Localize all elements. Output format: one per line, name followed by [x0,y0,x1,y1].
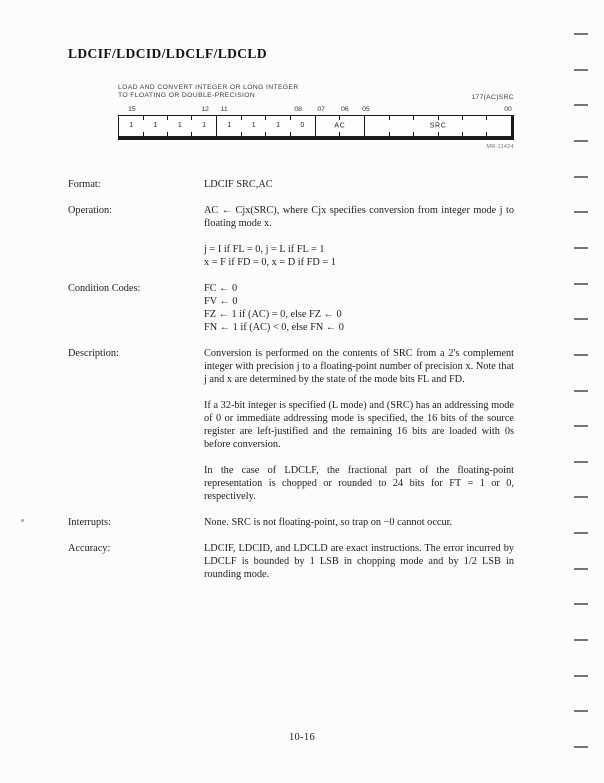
instruction-word-register [118,115,514,140]
section-label: Accuracy: [68,543,111,554]
text-line: LDCIF SRC,AC [204,179,273,190]
diagram-caption [118,84,514,101]
field-opcode-bits-1 [119,116,216,136]
bit-cell: 1 [192,116,216,136]
page-title: LDCIF/LDCID/LDCLF/LDCLD [68,46,267,61]
edge-mark [574,603,588,605]
text-line: j = I if FL = 0, j = L if FL = 1 [204,244,325,255]
text-line: FC ← 0 [204,283,238,294]
edge-mark [574,211,588,213]
text-block [204,243,514,269]
section-body [204,542,514,581]
section-body [204,178,514,191]
bit-cell: 1 [266,116,290,136]
page-number: 10-16 [289,732,315,743]
diagram-caption-line2: TO FLOATING OR DOUBLE-PRECISION [118,92,256,100]
bit-cell: 1 [242,116,266,136]
section-accuracy [68,542,514,581]
edge-mark [574,496,588,498]
diagram-caption-line1: LOAD AND CONVERT INTEGER OR LONG INTEGER [118,84,299,91]
instruction-detail-sections [68,178,514,594]
edge-mark [574,390,588,392]
text-line: FZ ← 1 if (AC) = 0, else FZ ← 0 [204,309,342,320]
field-opcode-bits-2 [216,116,314,136]
bit-number-label: 12 [201,105,209,113]
section-body [204,282,514,334]
text-block: None. SRC is not floating-point, so trap on −0 cannot occur. [204,517,453,528]
bit-cell: 0 [290,116,314,136]
text-block: If a 32-bit integer is specified (L mode) and (SRC) has an addressing mode of 0 or immediate addressing mode is specified, the 16 bits of the source register are left-justified and the remaining 16 bits are loaded with 0s before conversion. [204,400,514,450]
section-label: Operation: [68,205,113,216]
scan-speck [21,519,24,522]
edge-mark [574,354,588,356]
edge-mark [574,746,588,748]
bit-number-label: 08 [294,105,302,113]
edge-mark [574,425,588,427]
field-src [364,116,511,136]
text-line: FV ← 0 [204,296,238,307]
text-line: x = F if FD = 0, x = D if FD = 1 [204,257,336,268]
section-label: Interrupts: [68,517,111,528]
edge-mark [574,247,588,249]
bit-number-label: 15 [128,105,136,113]
field-label: SRC [429,122,447,130]
bit-cell: 1 [129,122,134,130]
text-line: FN ← 1 if (AC) < 0, else FN ← 0 [204,322,344,333]
bit-cell: 1 [227,122,232,130]
section-label: Description: [68,348,119,359]
section-label: Condition Codes: [68,283,141,294]
bit-number-label: 00 [504,105,512,113]
section-interrupts [68,516,514,529]
opcode-notation: 177(AC)SRC [471,93,514,101]
section-label: Format: [68,179,101,190]
edge-mark [574,532,588,534]
bit-cell: 1 [168,116,192,136]
section-format [68,178,514,191]
bit-number-label: 07 [317,105,325,113]
field-label: AC [334,122,346,130]
edge-mark [574,140,588,142]
edge-mark [574,675,588,677]
edge-mark [574,283,588,285]
section-body [204,347,514,503]
edge-mark [574,568,588,570]
text-block: Conversion is performed on the contents of SRC from a 2's complement integer with precision j to a floating-point number of precision x. Note that j and x are determined by the state of the mode bits FL and FD. [204,348,514,385]
edge-mark [574,104,588,106]
section-body [204,204,514,269]
section-condition-codes [68,282,514,334]
bit-cell: 1 [143,116,167,136]
diagram-header [118,84,514,101]
text-block: In the case of LDCLF, the fractional part of the floating-point representation is chopped or rounded to 24 bits for FT = 1 or 0, respectively. [204,465,514,502]
edge-mark [574,639,588,641]
section-body [204,516,514,529]
edge-mark [574,69,588,71]
text-block [204,178,514,191]
edge-mark [574,710,588,712]
instruction-format-diagram [118,84,514,150]
field-ac [315,116,365,136]
bit-number-label: 06 [341,105,349,113]
section-description [68,347,514,503]
bit-number-label: 05 [362,105,370,113]
bit-number-labels [118,106,514,115]
edge-mark [574,318,588,320]
section-operation [68,204,514,269]
edge-mark [574,176,588,178]
edge-mark [574,461,588,463]
figure-reference: MR-11424 [486,143,514,150]
edge-mark [574,33,588,35]
text-block [204,282,514,334]
text-block: AC ← Cjx(SRC), where Cjx specifies conversion from integer mode j to floating mode x. [204,205,514,229]
text-block: LDCIF, LDCID, and LDCLD are exact instructions. The error incurred by LDCLF is bounded by 1 LSB in chopping mode and by 1/2 LSB in rounding mode. [204,543,514,580]
bit-number-label: 11 [220,105,228,113]
